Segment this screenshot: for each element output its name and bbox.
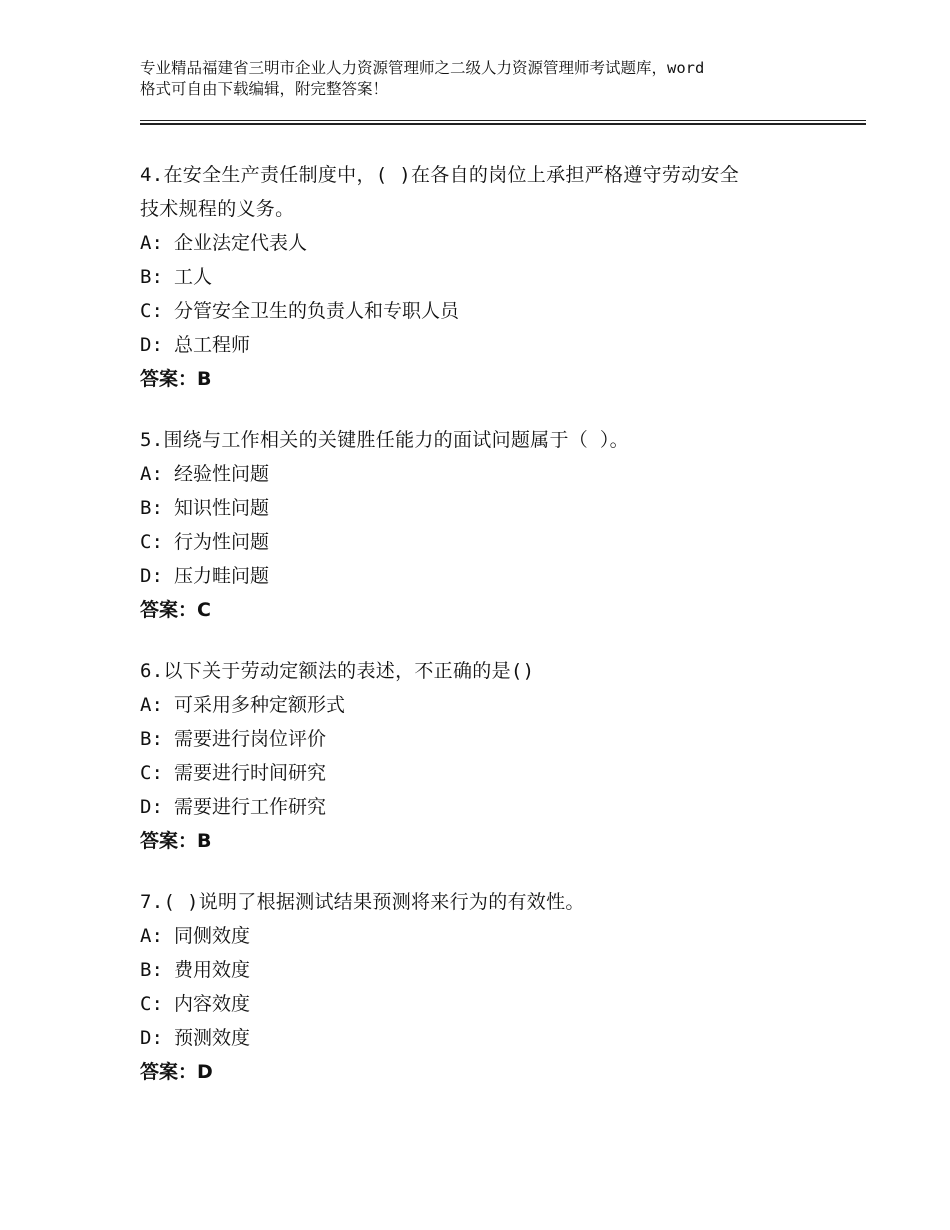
answer-label: 答案：D (140, 1061, 213, 1083)
option-text: 分管安全卫生的负责人和专职人员 (174, 300, 460, 322)
option-a (140, 688, 866, 722)
option-letter: D: (140, 334, 163, 356)
option-c (140, 525, 866, 559)
option-letter: C: (140, 993, 163, 1015)
option-letter: B: (140, 728, 163, 750)
option-letter: A: (140, 925, 163, 947)
option-c (140, 294, 866, 328)
option-letter: C: (140, 762, 163, 784)
option-b (140, 260, 866, 294)
option-letter: D: (140, 796, 163, 818)
option-text: 可采用多种定额形式 (174, 694, 346, 716)
document-header (140, 58, 840, 100)
option-text: 同侧效度 (174, 925, 251, 947)
header-divider-thick (140, 123, 866, 125)
option-letter: D: (140, 565, 163, 587)
option-d (140, 1021, 866, 1055)
option-d (140, 328, 866, 362)
option-d (140, 559, 866, 593)
option-letter: C: (140, 531, 163, 553)
option-b (140, 722, 866, 756)
question-stem-line: 技术规程的义务。 (140, 198, 295, 220)
option-text: 需要进行时间研究 (174, 762, 327, 784)
option-text: 费用效度 (174, 959, 251, 981)
question-stem (140, 885, 866, 919)
question-item (140, 885, 866, 1089)
option-text: 总工程师 (174, 334, 251, 356)
option-letter: B: (140, 266, 163, 288)
header-title-line-1: 专业精品福建省三明市企业人力资源管理师之二级人力资源管理师考试题库，word (140, 59, 705, 77)
option-letter: A: (140, 694, 163, 716)
option-b (140, 953, 866, 987)
question-stem (140, 423, 866, 457)
question-stem-line: 5.围绕与工作相关的关键胜任能力的面试问题属于（ ）。 (140, 429, 629, 451)
option-letter: A: (140, 463, 163, 485)
option-a (140, 226, 866, 260)
answer-label: 答案：B (140, 368, 212, 390)
header-title-line-2: 格式可自由下载编辑，附完整答案！ (140, 80, 389, 98)
option-letter: A: (140, 232, 163, 254)
option-letter: B: (140, 959, 163, 981)
option-text: 经验性问题 (174, 463, 270, 485)
option-text: 预测效度 (174, 1027, 251, 1049)
option-a (140, 919, 866, 953)
answer-label: 答案：C (140, 599, 211, 621)
question-stem (140, 158, 866, 226)
option-b (140, 491, 866, 525)
option-text: 内容效度 (174, 993, 251, 1015)
option-d (140, 790, 866, 824)
option-text: 压力畦问题 (174, 565, 270, 587)
question-item (140, 158, 866, 396)
answer-label: 答案：B (140, 830, 212, 852)
option-letter: C: (140, 300, 163, 322)
option-text: 企业法定代表人 (174, 232, 308, 254)
option-text: 工人 (174, 266, 213, 288)
option-letter: B: (140, 497, 163, 519)
option-text: 需要进行岗位评价 (174, 728, 327, 750)
question-item (140, 654, 866, 858)
option-text: 行为性问题 (174, 531, 270, 553)
option-text: 知识性问题 (174, 497, 270, 519)
option-letter: D: (140, 1027, 163, 1049)
question-item (140, 423, 866, 627)
question-stem-line: 4.在安全生产责任制度中，( )在各自的岗位上承担严格遵守劳动安全 (140, 164, 740, 186)
question-stem-line: 7.( )说明了根据测试结果预测将来行为的有效性。 (140, 891, 585, 913)
header-divider-thin (140, 120, 866, 121)
question-stem (140, 654, 866, 688)
option-text: 需要进行工作研究 (174, 796, 327, 818)
question-stem-line: 6.以下关于劳动定额法的表述，不正确的是() (140, 660, 535, 682)
option-c (140, 756, 866, 790)
option-c (140, 987, 866, 1021)
question-list (140, 158, 866, 1116)
option-a (140, 457, 866, 491)
